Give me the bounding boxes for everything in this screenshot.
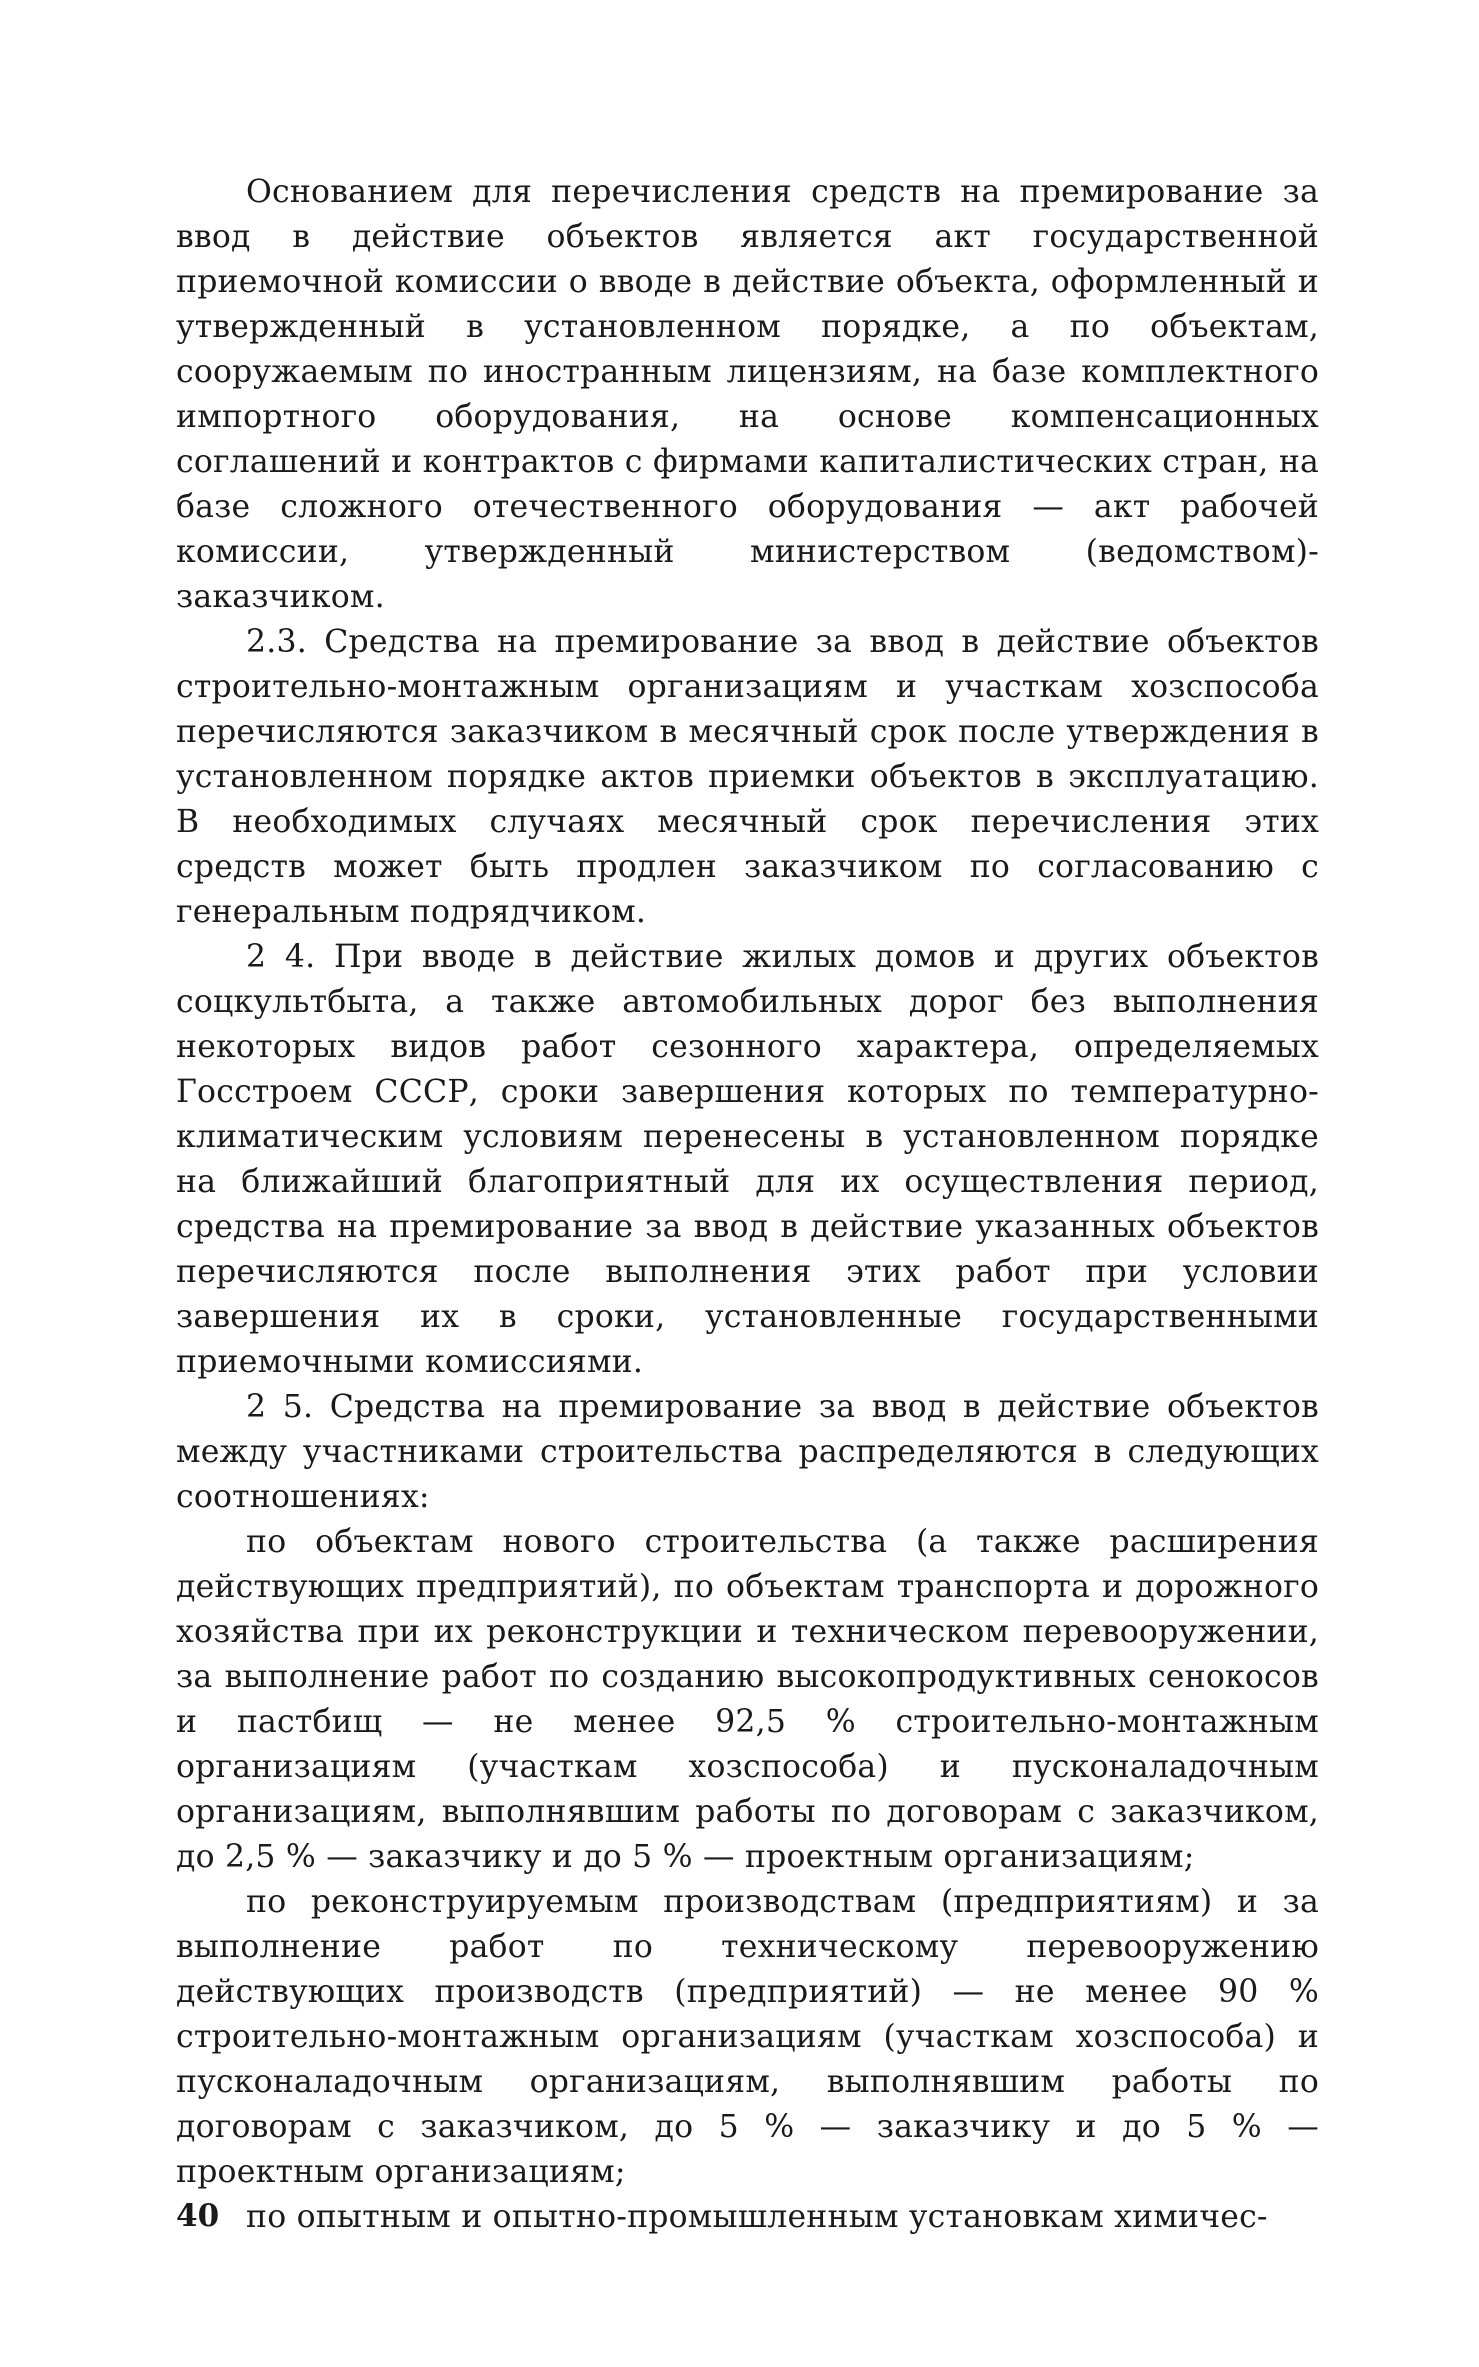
document-body (176, 170, 1319, 2240)
paragraph-experimental: по опытным и опытно-промышленным установкам химичес- (246, 2199, 1268, 2235)
page-number: 40 (176, 2198, 220, 2234)
paragraph-basis: Основанием для перечисления средств на премирование за ввод в действие объектов является акт государственной приемочной комиссии о вводе в действие объекта, оформленный и утвержденный в установленном порядке, а по объектам, сооружаемым по иностранным лицензиям, на базе комплектного импортного оборудования, на основе компенсационных соглашений и контрактов с фирмами капиталистических стран, на базе сложного отечественного оборудования — акт рабочей комиссии, утвержденный министерством (ведомством)-заказчиком. (176, 174, 1319, 615)
paragraph-2-5: 2 5. Средства на премирование за ввод в действие объектов между участниками строительства распределяются в следующих соотношениях: (176, 1389, 1319, 1515)
paragraph-2-4: 2 4. При вводе в действие жилых домов и других объектов соцкультбыта, а также автомобильных дорог без выполнения некоторых видов работ сезонного характера, определяемых Госстроем СССР, сроки завершения которых по температурно-климатическим условиям перенесены в установленном порядке на ближайший благоприятный для их осуществления период, средства на премирование за ввод в действие указанных объектов перечисляются после выполнения этих работ при условии завершения их в сроки, установленные государственными приемочными комиссиями. (176, 939, 1319, 1380)
paragraph-2-3: 2.3. Средства на премирование за ввод в действие объектов строительно-монтажным организациям и участкам хозспособа перечисляются заказчиком в месячный срок после утверждения в установленном порядке актов приемки объектов в эксплуатацию. В необходимых случаях месячный срок перечисления этих средств может быть продлен заказчиком по согласованию с генеральным подрядчиком. (176, 624, 1319, 930)
paragraph-new-construction: по объектам нового строительства (а также расширения действующих предприятий), по объектам транспорта и дорожного хозяйства при их реконструкции и техническом перевооружении, за выполнение работ по созданию высокопродуктивных сенокосов и пастбищ — не менее 92,5 % строительно-монтажным организациям (участкам хозспособа) и пусконаладочным организациям, выполнявшим работы по договорам с заказчиком, до 2,5 % — заказчику и до 5 % — проектным организациям; (176, 1524, 1319, 1875)
paragraph-reconstruction: по реконструируемым производствам (предприятиям) и за выполнение работ по техническому перевооружению действующих производств (предприятий) — не менее 90 % строительно-монтажным организациям (участкам хозспособа) и пусконаладочным организациям, выполнявшим работы по договорам с заказчиком, до 5 % — заказчику и до 5 % — проектным организациям; (176, 1884, 1319, 2190)
